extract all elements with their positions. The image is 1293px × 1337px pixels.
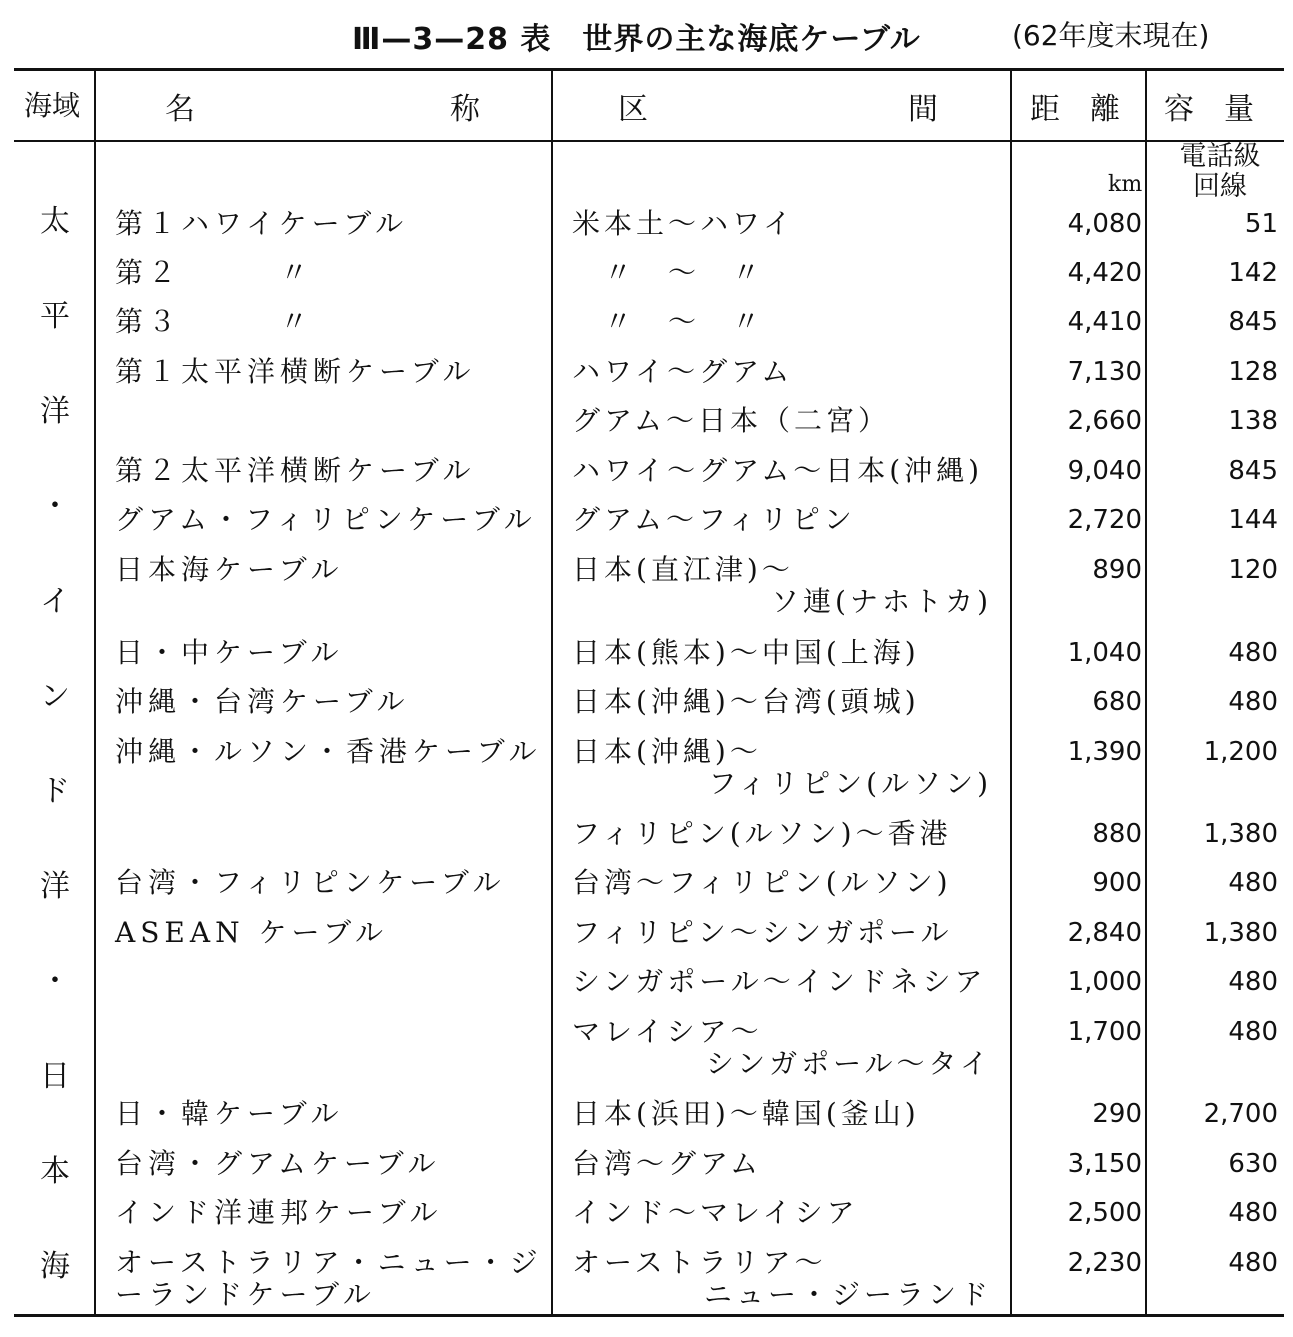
- region-char: 洋: [40, 869, 70, 904]
- header-region: 海域: [24, 89, 81, 122]
- cable-section: [572, 306, 764, 338]
- cable-name: [115, 1148, 441, 1180]
- cable-capacity: 142: [1228, 258, 1278, 288]
- cable-section-line1: 日本(直江津)～: [572, 553, 794, 586]
- region-char: ド: [40, 774, 70, 809]
- cable-name-line1: 台湾・フィリピンケーブル: [115, 866, 506, 899]
- cable-name: [115, 917, 388, 949]
- cable-section-line1: オーストラリア～: [572, 1246, 827, 1279]
- cable-capacity: 1,380: [1203, 918, 1278, 948]
- cable-capacity: 630: [1228, 1149, 1278, 1179]
- table-title: Ⅲ—3—28 表 世界の主な海底ケーブル: [352, 22, 921, 57]
- cable-distance: 7,130: [1067, 357, 1142, 387]
- cable-name-line1: 第１ハワイケーブル: [115, 207, 409, 240]
- cable-name-line1: 第２ 〃: [115, 256, 314, 289]
- cable-capacity: 480: [1228, 638, 1278, 668]
- cable-distance: 2,230: [1067, 1248, 1142, 1278]
- region-char: 太: [40, 204, 70, 239]
- cable-capacity: 480: [1228, 1017, 1278, 1047]
- cable-name: [115, 208, 408, 240]
- unit-distance: km: [1108, 172, 1143, 197]
- cable-name-line1: 沖縄・台湾ケーブル: [115, 685, 410, 718]
- top-rule: [14, 68, 1284, 71]
- cable-capacity: 480: [1228, 967, 1278, 997]
- cable-name-line1: 第３ 〃: [115, 305, 314, 338]
- cable-section: [572, 405, 890, 437]
- cable-name-line1: 第２太平洋横断ケーブル: [115, 454, 476, 487]
- cable-section-line1: グアム～日本（二宮）: [572, 404, 891, 437]
- cable-section-line1: 台湾～グアム: [572, 1147, 763, 1180]
- cable-distance: 2,500: [1067, 1198, 1142, 1228]
- cable-section-line2: シンガポール～タイ: [705, 1047, 992, 1080]
- cable-name: [115, 504, 537, 536]
- cable-name: [115, 554, 343, 586]
- cable-section: [572, 637, 920, 669]
- unit-capacity: [1160, 142, 1280, 202]
- cable-capacity: 2,700: [1203, 1099, 1278, 1129]
- cable-capacity: 138: [1228, 406, 1278, 436]
- header-name-first: 名: [165, 92, 195, 127]
- cable-distance: 680: [1092, 687, 1142, 717]
- cable-section: [572, 1016, 992, 1080]
- cable-section: [572, 1098, 920, 1130]
- cable-capacity: 1,200: [1203, 737, 1278, 767]
- region-label: [18, 196, 92, 1336]
- cable-section-line1: 日本(沖縄)～: [572, 735, 762, 768]
- region-char: イ: [40, 584, 70, 619]
- cable-section: [572, 1148, 762, 1180]
- column-divider-distance: [1145, 70, 1147, 1314]
- cable-distance: 900: [1092, 868, 1142, 898]
- cable-section-line1: インド～マレイシア: [572, 1196, 859, 1229]
- column-divider-region: [94, 70, 96, 1314]
- cable-section-line2: ソ連(ナホトカ): [770, 585, 992, 618]
- cable-name-line1: グアム・フィリピンケーブル: [115, 503, 537, 536]
- region-char: 本: [40, 1154, 70, 1189]
- header-rule: [14, 140, 1284, 142]
- cable-name: [115, 1098, 343, 1130]
- cable-name: [115, 455, 475, 487]
- cable-section: [572, 504, 856, 536]
- cable-section: [572, 686, 920, 718]
- cable-section: [572, 917, 953, 949]
- cable-section-line1: ハワイ～グアム: [572, 355, 794, 388]
- unit-capacity-line2: 回線: [1193, 171, 1247, 202]
- cable-name: [115, 306, 313, 338]
- cable-distance: 2,660: [1067, 406, 1142, 436]
- cable-name-line1: インド洋連邦ケーブル: [115, 1196, 443, 1229]
- cable-name-line1: 日・中ケーブル: [115, 636, 344, 669]
- cable-name-line1: 沖縄・ルソン・香港ケーブル: [115, 735, 542, 768]
- cable-capacity: 51: [1244, 209, 1278, 239]
- cable-section: [572, 736, 992, 800]
- cable-section: [572, 208, 795, 240]
- cable-distance: 4,080: [1067, 209, 1142, 239]
- cable-section-line1: 日本(熊本)～中国(上海): [572, 636, 920, 669]
- cable-capacity: 845: [1228, 307, 1278, 337]
- header-capacity: 容 量: [1164, 92, 1254, 127]
- region-char: 洋: [40, 394, 70, 429]
- cable-name: [115, 257, 313, 289]
- cable-name: [115, 686, 409, 718]
- cable-name: [115, 1247, 543, 1311]
- cable-distance: 3,150: [1067, 1149, 1142, 1179]
- as-of-date: (62年度末現在): [1012, 19, 1210, 52]
- cable-section-line1: 米本土～ハワイ: [572, 207, 796, 240]
- cable-section: [572, 818, 952, 850]
- cable-name: [115, 1197, 442, 1229]
- cable-section: [572, 966, 986, 998]
- cable-section-line1: マレイシア～: [572, 1015, 763, 1048]
- cable-section: [572, 455, 983, 487]
- cable-section: [572, 1247, 992, 1311]
- cable-section-line1: 日本(沖縄)～台湾(頭城): [572, 685, 920, 718]
- cable-distance: 880: [1092, 819, 1142, 849]
- cable-distance: 890: [1092, 555, 1142, 585]
- cable-section-line1: ハワイ～グアム～日本(沖縄): [572, 454, 984, 487]
- header-name-second: 称: [450, 92, 480, 127]
- cable-distance: 2,720: [1067, 505, 1142, 535]
- cable-section: [572, 554, 992, 618]
- cable-distance: 9,040: [1067, 456, 1142, 486]
- region-char: 海: [40, 1249, 70, 1284]
- cable-distance: 1,040: [1067, 638, 1142, 668]
- column-divider-name: [551, 70, 553, 1314]
- header-section-first: 区: [618, 92, 648, 127]
- cable-section: [572, 1197, 859, 1229]
- cable-capacity: 144: [1228, 505, 1278, 535]
- cable-capacity: 1,380: [1203, 819, 1278, 849]
- cable-section-line1: 〃 ～ 〃: [572, 256, 765, 289]
- cable-name-line1: オーストラリア・ニュー・ジ: [115, 1246, 543, 1279]
- cable-name-line1: ASEAN ケーブル: [115, 916, 388, 949]
- cable-name-line1: 台湾・グアムケーブル: [115, 1147, 441, 1180]
- cable-capacity: 120: [1228, 555, 1278, 585]
- cable-distance: 4,410: [1067, 307, 1142, 337]
- cable-name: [115, 867, 506, 899]
- cable-distance: 1,390: [1067, 737, 1142, 767]
- cable-distance: 290: [1092, 1099, 1142, 1129]
- cable-section-line1: 台湾～フィリピン(ルソン): [572, 866, 952, 899]
- region-char: ・: [40, 489, 70, 524]
- cable-distance: 2,840: [1067, 918, 1142, 948]
- cable-section-line1: グアム～フィリピン: [572, 503, 856, 536]
- cable-section-line1: 日本(浜田)～韓国(釜山): [572, 1097, 920, 1130]
- cable-section-line1: フィリピン～シンガポール: [572, 916, 953, 949]
- cable-name: [115, 356, 475, 388]
- cable-name-line1: 日本海ケーブル: [115, 553, 344, 586]
- cable-name-line1: 第１太平洋横断ケーブル: [115, 355, 476, 388]
- region-char: 平: [40, 299, 70, 334]
- cable-name-line1: 日・韓ケーブル: [115, 1097, 344, 1130]
- cable-capacity: 480: [1228, 687, 1278, 717]
- region-char: ン: [40, 679, 70, 714]
- cable-section-line2: ニュー・ジーランド: [703, 1278, 992, 1311]
- cable-capacity: 845: [1228, 456, 1278, 486]
- header-distance: 距 離: [1030, 92, 1120, 127]
- cable-name-line2: ーランドケーブル: [115, 1278, 376, 1311]
- cable-section-line1: シンガポール～インドネシア: [572, 965, 987, 998]
- cable-section: [572, 257, 764, 289]
- cable-capacity: 128: [1228, 357, 1278, 387]
- cable-section-line1: 〃 ～ 〃: [572, 305, 765, 338]
- cable-capacity: 480: [1228, 868, 1278, 898]
- bottom-rule: [14, 1314, 1284, 1317]
- cable-name: [115, 637, 343, 669]
- cable-section-line2: フィリピン(ルソン): [708, 767, 992, 800]
- cable-capacity: 480: [1228, 1248, 1278, 1278]
- cable-distance: 1,700: [1067, 1017, 1142, 1047]
- region-char: ・: [40, 964, 70, 999]
- cable-distance: 1,000: [1067, 967, 1142, 997]
- cable-capacity: 480: [1228, 1198, 1278, 1228]
- cable-distance: 4,420: [1067, 258, 1142, 288]
- unit-capacity-line1: 電話級: [1179, 141, 1261, 172]
- header-section-second: 間: [908, 92, 938, 127]
- cable-name: [115, 736, 541, 768]
- cable-section-line1: フィリピン(ルソン)～香港: [572, 817, 952, 850]
- cable-section: [572, 356, 793, 388]
- cable-section: [572, 867, 952, 899]
- region-char: 日: [40, 1059, 70, 1094]
